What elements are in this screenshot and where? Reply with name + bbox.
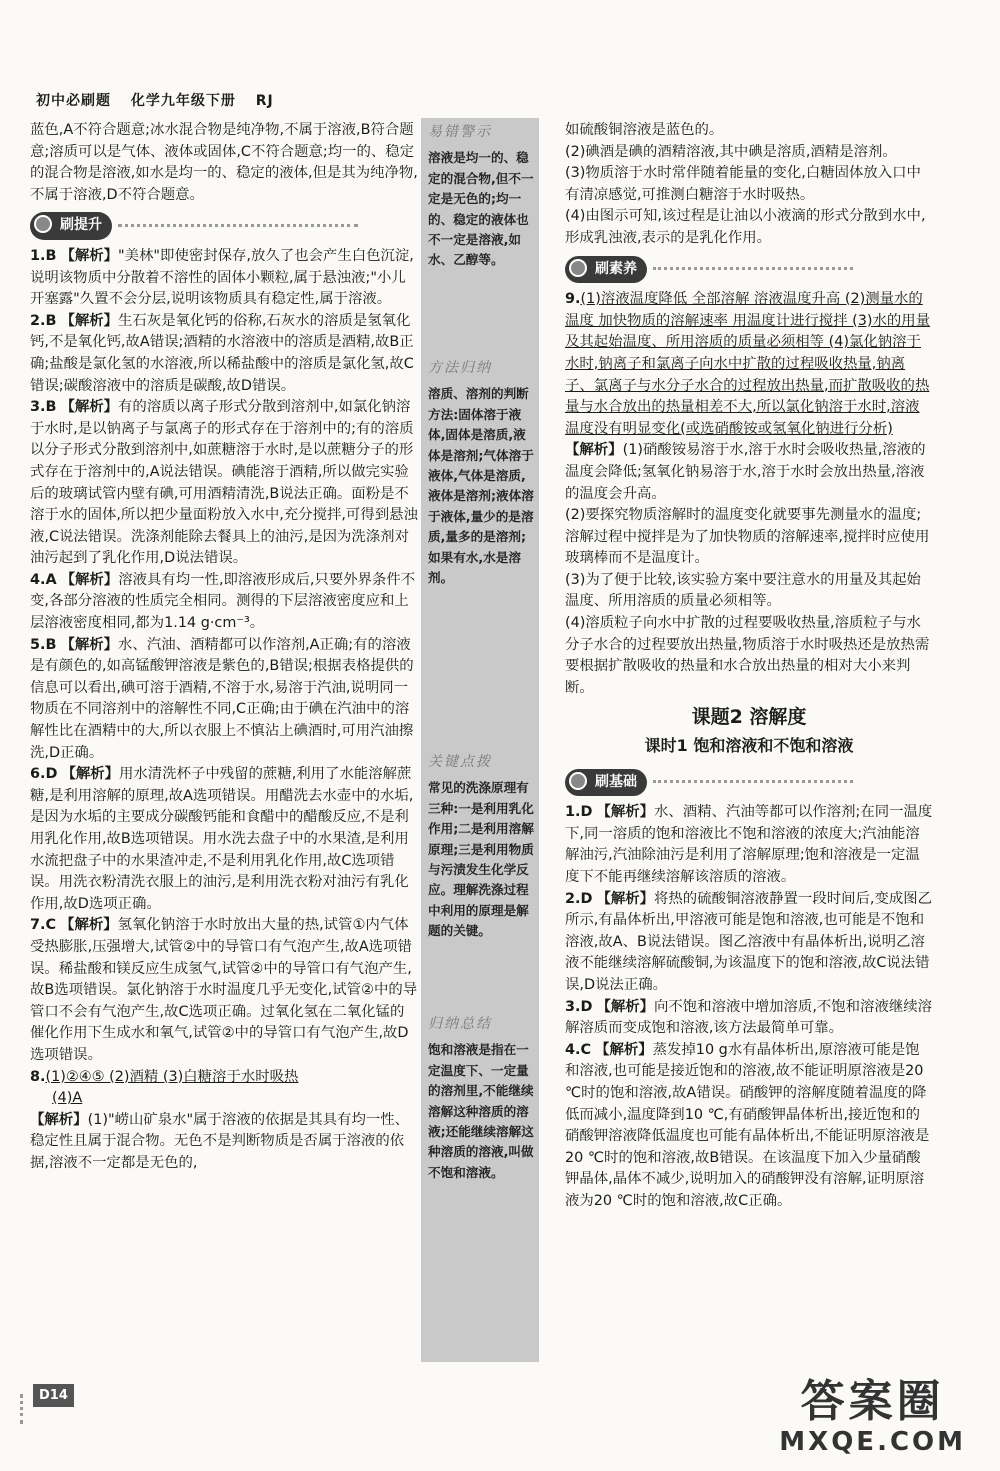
watermark-logo: [779, 1377, 966, 1457]
continued-text-1: 如硫酸铜溶液是蓝色的。: [565, 122, 724, 138]
question-9-analysis-4: (4)溶质粒子向水中扩散的过程要吸收热量,溶质粒子与水分子水合的过程要放出热量,物质溶于水时吸热还是放热需要根据扩散吸收的热量和水合放出热量的相对大小来判断。: [565, 615, 930, 696]
answer-letter: D: [580, 890, 593, 907]
sidebar-tip-key-point: 关键点拨 常见的洗涤原理有三种:一是利用乳化作用;二是利用溶解原理;三是利用物质与污渍发生化学反应。理解洗涤过程中利用的原理是解题的关键。: [428, 754, 534, 939]
page-number: D14: [33, 1384, 74, 1407]
answer-letter: B: [45, 399, 57, 416]
edition-label: RJ: [255, 93, 274, 109]
section-title: 课时1 饱和溶液和不饱和溶液: [644, 736, 854, 756]
intro-paragraph: 蓝色,A不符合题意;冰水混合物是纯净物,不属于溶液,B符合题意;溶质可以是气体、液体或固体,C不符合题意;均一的、稳定的混合物是溶液,如水是均一的、稳定的液体,但是其为纯净物,不属于溶液,D不符合题意。: [30, 122, 418, 203]
right-column: [565, 120, 933, 1213]
left-column: [30, 120, 418, 1175]
sidebar-tip-summary: 归纳总结 饱和溶液是指在一定温度下、一定量的溶剂里,不能继续溶解这种溶质的溶液;还能继续溶解这种溶质的溶液,叫做不饱和溶液。: [428, 1016, 534, 1180]
question-3: 3.B 【解析】有的溶质以离子形式分散到溶剂中,如氯化钠溶于水时,是以钠离子与氯离子的形式存在于溶剂中的;有的溶质以分子形式分散到溶剂中,如蔗糖溶于水时,是以蔗糖分子的形式存在于溶剂中的,A说法错误。碘能溶于酒精,所以做完实验后的玻璃试管内壁有碘,可用酒精清洗,B说法正确。面粉是不溶于水的固体,所以把少量面粉放入水中,充分搅拌,可得到悬浊液,C说法错误。洗涤剂能除去餐具上的油污,是因为洗涤剂对油污起到了乳化作用,D说法错误。: [30, 399, 418, 567]
question-8: 8.(1)②④⑤ (2)酒精 (3)白糖溶于水时吸热: [30, 1068, 299, 1085]
series-title: 初中必刷题: [36, 93, 111, 109]
question-9-analysis-1: 【解析】(1)硝酸铵易溶于水,溶于水时会吸收热量,溶液的温度会降低;氢氧化钠易溶于水,溶于水时会放出热量,溶液的温度会升高。: [565, 442, 926, 502]
section-badge-improve: 刷提升: [30, 212, 112, 240]
answer-letter: D: [580, 998, 593, 1015]
answer-letter: B: [45, 247, 57, 264]
footer-dots: [20, 1394, 33, 1424]
basic-question-3: 3.D 【解析】向不饱和溶液中增加溶质,不饱和溶液继续溶解溶质而变成饱和溶液,该方法最简单可靠。: [565, 998, 933, 1037]
question-4: 4.A 【解析】溶液具有均一性,即溶液形成后,只要外界条件不变,各部分溶液的性质完全相同。测得的下层溶液密度应和上层溶液密度相同,都为1.14 g·cm⁻³。: [30, 571, 416, 632]
basic-question-4: 4.C 【解析】蒸发掉10 g水有晶体析出,原溶液可能是饱和溶液,也可能是接近饱和的溶液,故不能证明原溶液是20 ℃时的饱和溶液,故A错误。硝酸钾的溶解度随着温度的降低而减小,温度降到10 ℃,有硝酸钾晶体析出,接近饱和的硝酸钾溶液降低温度也可能有晶体析出,不能证明原溶液是20 ℃时的饱和溶液,故B错误。在该温度下加入少量硝酸钾晶体,晶体不减少,说明加入的硝酸钾没有溶解,证明原溶液为20 ℃时的饱和溶液,故C正确。: [565, 1041, 930, 1209]
question-9: 9.(1)溶液温度降低 全部溶解 溶液温度升高 (2)测量水的温度 加快物质的溶解速率 用温度计进行搅拌 (3)水的用量及其起始温度、所用溶质的质量必须相等 (4)氯化钠溶于水时,钠离子和氯离子向水中扩散的过程吸收热量,钠离子、氯离子与水分子水合的过程放出热量,而扩散吸收的热量与水合放出的热量相差不大,所以氯化钠溶于水时,溶液温度没有明显变化(或选硝酸铵或氢氧化钠进行分析): [565, 291, 931, 437]
question-2: 2.B 【解析】生石灰是氧化钙的俗称,石灰水的溶质是氢氧化钙,不是氧化钙,故A错误;酒精的水溶液中的溶质是酒精,故B正确;盐酸是氯化氢的水溶液,所以稀盐酸中的溶质是氯化氢,故C错误;碳酸溶液中的溶质是碳酸,故D错误。: [30, 312, 414, 394]
basic-question-2: 2.D 【解析】将热的硫酸铜溶液静置一段时间后,变成图乙所示,有晶体析出,甲溶液可能是饱和溶液,也可能是不饱和溶液,故A、B说法错误。图乙溶液中有晶体析出,说明乙溶液不能继续溶解硫酸铜,为该温度下的饱和溶液,故C说法错误,D说法正确。: [565, 890, 933, 993]
question-8-analysis: 【解析】(1)"崂山矿泉水"属于溶液的依据是其具有均一性、稳定性且属于混合物。无色不是判断物质是否属于溶液的依据,溶液不一定都是无色的,: [30, 1111, 410, 1171]
basic-question-1: 1.D 【解析】水、酒精、汽油等都可以作溶剂;在同一温度下,同一溶质的饱和溶液比不饱和溶液的浓度大;汽油能溶解油污,汽油除油污是利用了溶解原理;饱和溶液是一定温度下不能再继续溶解该溶质的溶液。: [565, 804, 933, 885]
subject-title: 化学九年级下册: [130, 93, 236, 109]
section-badge-literacy: 刷素养: [565, 256, 647, 284]
continued-text-4: (4)由图示可知,该过程是让油以小液滴的形式分散到水中,形成乳浊液,表示的是乳化作用。: [565, 208, 926, 246]
watermark-title: 答案圈: [800, 1376, 945, 1427]
question-1: 1.B 【解析】"美林"即使密封保存,放久了也会产生白色沉淀,说明该物质中分散着不溶性的固体小颗粒,属于悬浊液;"小儿开塞露"久置不会分层,说明该物质具有稳定性,属于溶液。: [30, 247, 414, 308]
answer-line: (1)②④⑤ (2)酒精 (3)白糖溶于水时吸热: [45, 1068, 299, 1085]
answer-letter: B: [45, 636, 57, 653]
question-8-answer-2: (4)A: [52, 1090, 83, 1107]
answer-letter: A: [45, 571, 57, 588]
lesson-title: 课题2 溶解度: [691, 706, 807, 729]
answer-letter: C: [45, 917, 57, 934]
continued-text-3: (3)物质溶于水时常伴随着能量的变化,白糖固体放入口中有清凉感觉,可推测白糖溶于水时吸热。: [565, 165, 921, 203]
sidebar-tip-mistake: 易错警示 溶液是均一的、稳定的混合物,但不一定是无色的;均一的、稳定的液体也不一定是溶液,如水、乙醇等。: [428, 124, 534, 268]
answer-letter: C: [580, 1041, 592, 1058]
dotted-divider: [118, 224, 358, 227]
answer-letter: D: [580, 804, 593, 821]
question-6: 6.D 【解析】用水清洗杯子中残留的蔗糖,利用了水能溶解蔗糖,是利用溶解的原理,故A选项错误。用醋洗去水壶中的水垢,是因为水垢的主要成分碳酸钙能和食醋中的醋酸反应,不是利用乳化作用,故B选项错误。用水洗去盘子中的水果渣,是利用水流把盘子中的水果渣冲走,不是利用乳化作用,故C选项错误。用洗衣粉清洗衣服上的油污,是利用洗衣粉对油污有乳化作用,故D选项正确。: [30, 766, 414, 912]
sidebar-tip-method: 方法归纳 溶质、溶剂的判断方法:固体溶于液体,固体是溶质,液体是溶剂;气体溶于液体,气体是溶质,液体是溶剂;液体溶于液体,量少的是溶质,量多的是溶剂;如果有水,水是溶剂。: [428, 360, 534, 586]
dotted-divider: [653, 780, 853, 783]
answer-line: (1)溶液温度降低 全部溶解 溶液温度升高 (2)测量水的温度 加快物质的溶解速率 用温度计进行搅拌 (3)水的用量及其起始温度、所用溶质的质量必须相等 (4)氯化钠溶于水时,钠离子和氯离子向水中扩散的过程吸收热量,钠离子、氯离子与水分子水合的过程放出热量,而扩散吸收的热量与水合放出的热量相差不大,所以氯化钠溶于水时,溶液温度没有明显变化(或选硝酸铵或氢氧化钠进行分析): [565, 291, 931, 437]
continued-text-2: (2)碘酒是碘的酒精溶液,其中碘是溶质,酒精是溶剂。: [565, 143, 897, 160]
question-9-analysis-2: (2)要探究物质溶解时的温度变化就要事先测量水的温度;溶解过程中搅拌是为了加快物质的溶解速率,搅拌时应使用玻璃棒而不是温度计。: [565, 507, 930, 567]
section-badge-basic: 刷基础: [565, 769, 647, 797]
question-9-analysis-3: (3)为了便于比较,该实验方案中要注意水的用量及其起始温度、所用溶质的质量必须相等。: [565, 571, 921, 610]
question-5: 5.B 【解析】水、汽油、酒精都可以作溶剂,A正确;有的溶液是有颜色的,如高锰酸钾溶液是紫色的,B错误;根据表格提供的信息可以看出,碘可溶于酒精,不溶于水,易溶于汽油,说明同一物质在不同溶剂中的溶解性不同,C正确;由于碘在汽油中的溶解性比在酒精中的大,所以衣服上不慎沾上碘酒时,可用汽油擦洗,D正确。: [30, 636, 414, 761]
answer-letter: B: [45, 312, 57, 329]
answer-letter: D: [45, 766, 58, 783]
question-7: 7.C 【解析】氢氧化钠溶于水时放出大量的热,试管①内气体受热膨胀,压强增大,试管②中的导管口有气泡产生,故A选项错误。稀盐酸和镁反应生成氢气,试管②中的导管口有气泡产生,故B选项错误。氯化钠溶于水时温度几乎无变化,试管②中的导管口不会有气泡产生,故C选项正确。过氧化氢在二氧化锰的催化作用下生成水和氧气,试管②中的导管口有气泡产生,故D选项错误。: [30, 917, 418, 1063]
watermark-url: MXQE.COM: [779, 1427, 966, 1457]
dotted-divider: [653, 267, 853, 270]
page-header: [36, 90, 288, 110]
